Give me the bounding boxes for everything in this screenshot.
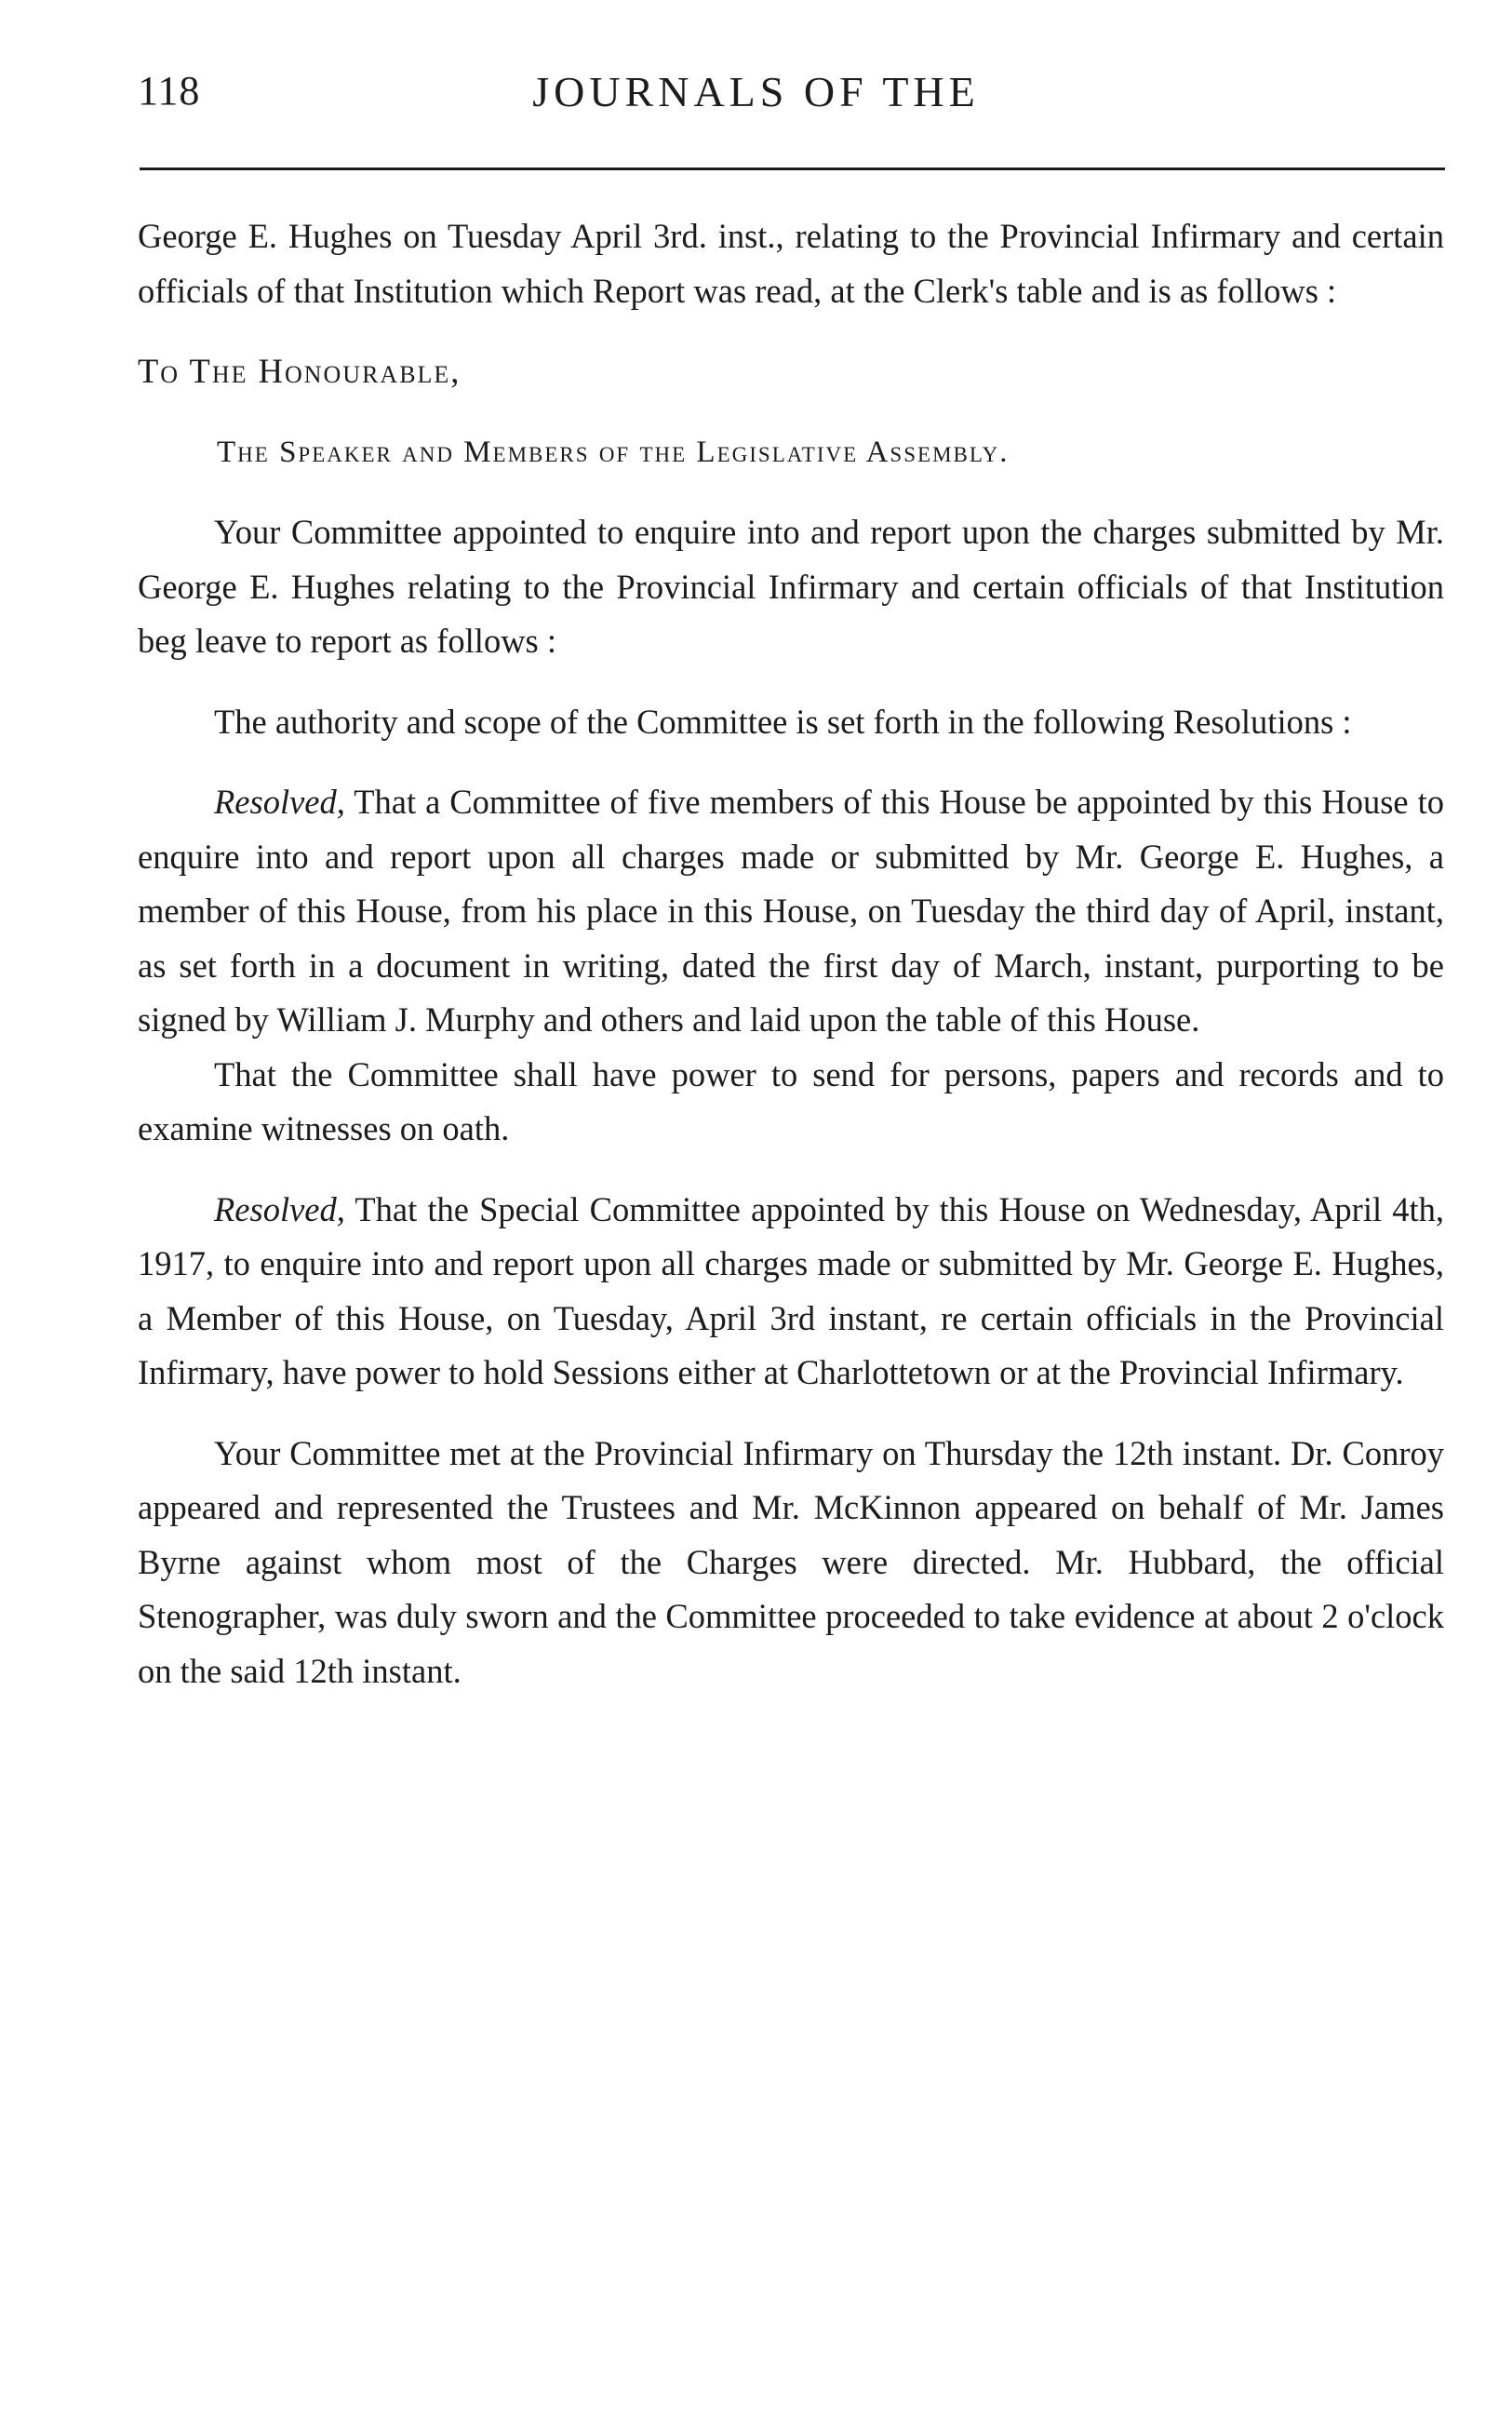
meeting-paragraph: Your Committee met at the Provincial Infirmary on Thursday the 12th instant. Dr. Conroy appeared and represented the Trustees and Mr. McKinnon appeared on behalf of Mr. James Byrne against whom most of the Charges were directed. Mr. Hubbard, the official Stenographer, was duly sworn and the Committee proceeded to take evidence at about 2 o'clock on the said 12th instant.: [138, 1433, 1444, 1690]
report-body: [138, 209, 1444, 1698]
salutation: To The Honourable,: [138, 352, 462, 390]
header-rule: [140, 168, 1445, 170]
committee-intro-paragraph: Your Committee appointed to enquire into and report upon the charges submitted by Mr. George E. Hughes relating to the Provincial Infirmary and certain officials of that Institution beg leave to report as follows :: [138, 513, 1444, 660]
resolution-2-paragraph: [138, 1183, 1444, 1401]
resolution-1-power-paragraph: That the Committee shall have power to send for persons, papers and records and to examine witnesses on oath.: [138, 1054, 1444, 1147]
authority-intro-paragraph: The authority and scope of the Committee is set forth in the following Resolutions :: [214, 702, 1352, 741]
running-title: JOURNALS OF THE: [532, 68, 980, 115]
resolution-2-text: That the Special Committee appointed by this House on Wednesday, April 4th, 1917, to enquire into and report upon all charges made or submitted by Mr. George E. Hughes, a Member of this House, on Tuesday, April 3rd instant, re certain officials in the Provincial Infirmary, have power to hold Sessions either at Charlottetown or at the Provincial Infirmary.: [138, 1189, 1444, 1391]
resolution-1-text: That a Committee of five members of this House be appointed by this House to enquire into and report upon all charges made or submitted by Mr. George E. Hughes, a member of this House, from his place in this House, on Tuesday the third day of April, instant, as set forth in a document in writing, dated the first day of March, instant, purporting to be signed by William J. Murphy and others and laid upon the table of this House.: [138, 783, 1444, 1039]
page-number: 118: [138, 68, 201, 114]
addressee: The Speaker and Members of the Legislative Assembly.: [217, 435, 1010, 469]
opening-paragraph: George E. Hughes on Tuesday April 3rd. inst., relating to the Provincial Infirmary and certain officials of that Institution which Report was read, at the Clerk's table and is as follows :: [138, 217, 1444, 310]
resolution-2-label: Resolved,: [214, 1189, 345, 1228]
resolution-1-paragraph: [138, 775, 1444, 1048]
resolution-1-label: Resolved,: [214, 783, 345, 821]
